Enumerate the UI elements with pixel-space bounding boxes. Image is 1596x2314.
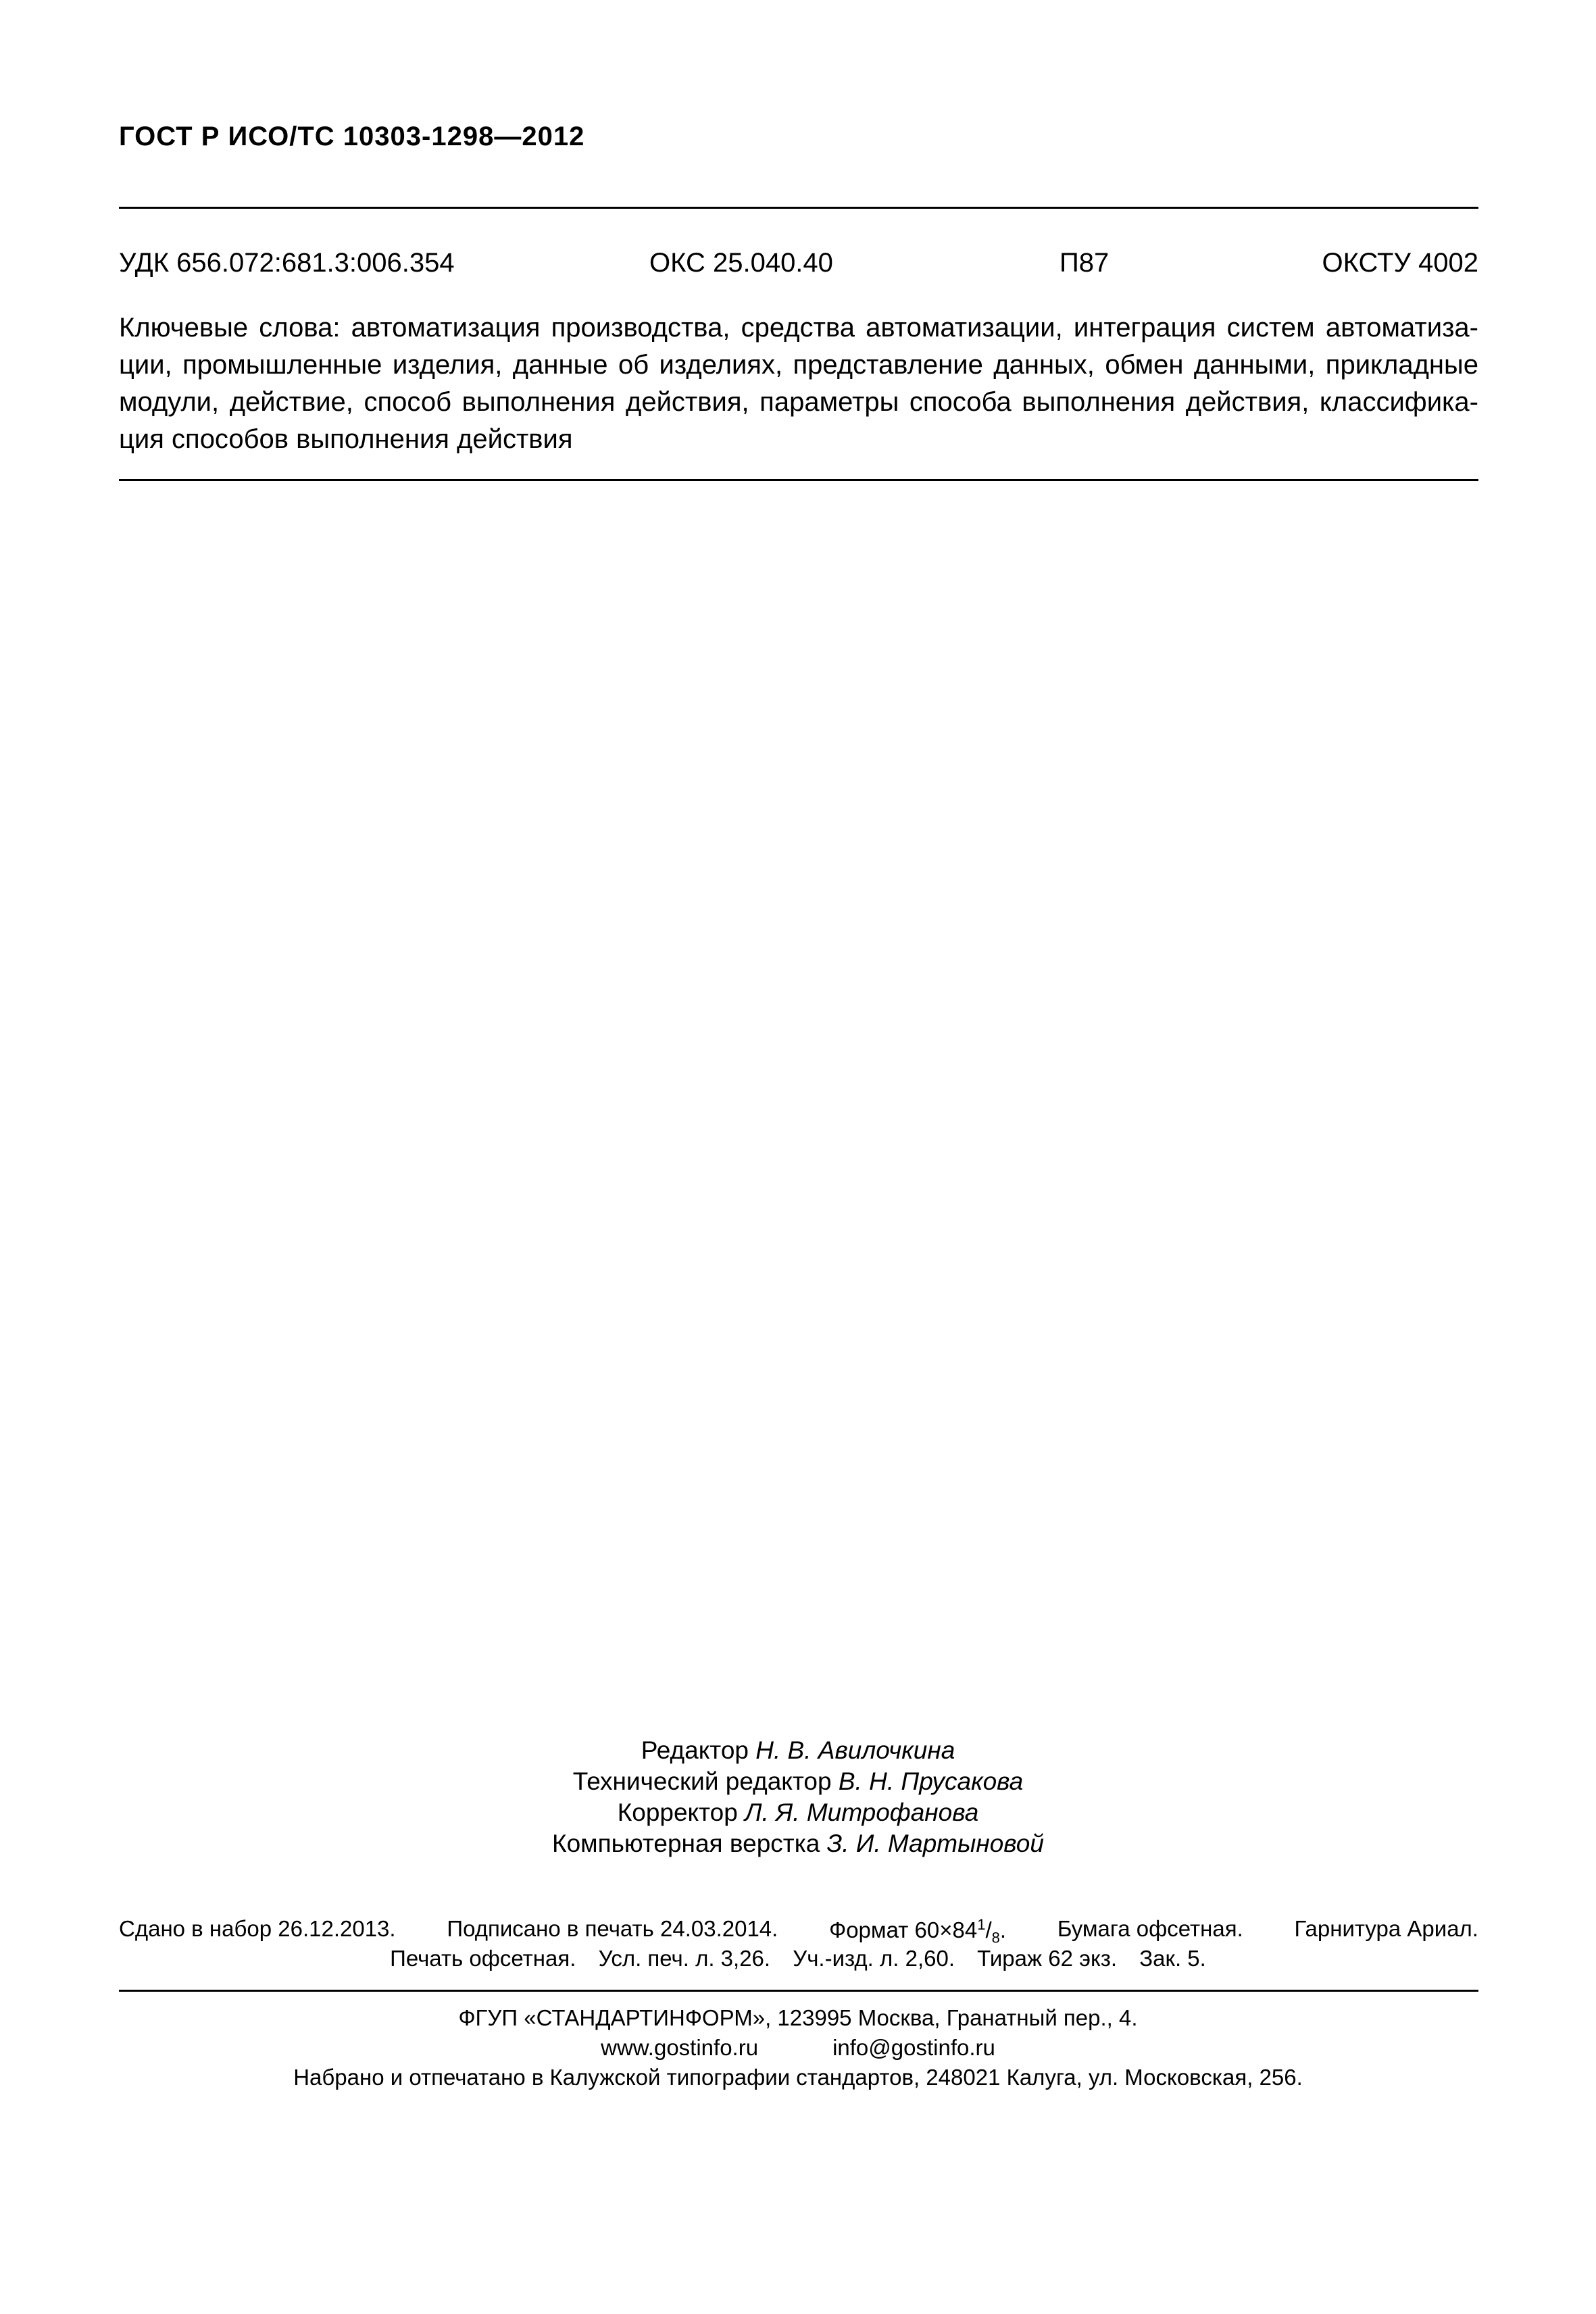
publisher-address: ФГУП «СТАНДАРТИНФОРМ», 123995 Москва, Гранатный пер., 4. <box>458 2005 1138 2030</box>
top-divider <box>119 207 1478 209</box>
publisher-website[interactable]: www.gostinfo.ru <box>601 2035 759 2060</box>
publisher-email[interactable]: info@gostinfo.ru <box>832 2035 995 2060</box>
imprint-line-2 <box>0 1946 1596 1971</box>
imprint-run: Тираж 62 экз. <box>977 1946 1118 1971</box>
imprint-paper: Бумага офсетная. <box>1057 1916 1243 1941</box>
credit-layout-role: Компьютерная верстка <box>552 1830 820 1857</box>
imprint-submitted: Сдано в набор 26.12.2013. <box>119 1916 396 1941</box>
credit-corrector-name: Л. Я. Митрофанова <box>745 1799 979 1826</box>
credit-corrector <box>0 1797 1596 1828</box>
publisher-contacts <box>0 2035 1596 2061</box>
okstu-code: ОКСТУ 4002 <box>1322 248 1478 278</box>
imprint-typeface: Гарнитура Ариал. <box>1294 1916 1478 1941</box>
imprint-format: Формат $60\times 84^1/_8$. <box>829 1916 1007 1946</box>
udk-code: УДК 656.072:681.3:006.354 <box>119 248 455 278</box>
p-code: П87 <box>1059 248 1109 278</box>
credit-editor-role: Редактор <box>641 1736 749 1764</box>
keywords-paragraph: Ключевые слова: автоматизация производства, средства автоматизации, интеграция систем автоматизации, промышленные изделия, данные об изделиях, представление данных, обмен данными, прикладные модули, действие, способ выполнения действия, параметры способа выполнения действия, классификация способов выполнения действия <box>119 313 1478 454</box>
keywords-divider <box>119 479 1478 481</box>
credit-editor-name: Н. В. Авилочкина <box>755 1736 955 1764</box>
credit-corrector-role: Корректор <box>617 1799 738 1826</box>
imprint-signed: Подписано в печать 24.03.2014. <box>447 1916 778 1941</box>
imprint-divider <box>119 1990 1478 1992</box>
credit-tech-editor-role: Технический редактор <box>572 1767 832 1795</box>
credit-tech-editor-name: В. Н. Прусакова <box>838 1767 1024 1795</box>
standard-code: ГОСТ Р ИСО/ТС 10303-1298—2012 <box>119 122 585 151</box>
imprint-pub-sheets: Уч.-изд. л. 2,60. <box>793 1946 955 1971</box>
oks-code: ОКС 25.040.40 <box>649 248 833 278</box>
credit-editor <box>0 1735 1596 1766</box>
credit-tech-editor <box>0 1766 1596 1797</box>
credit-layout-name: З. И. Мартыновой <box>826 1830 1044 1857</box>
imprint-print: Печать офсетная. <box>390 1946 576 1971</box>
imprint-order: Зак. 5. <box>1139 1946 1206 1971</box>
credit-layout <box>0 1828 1596 1859</box>
imprint-print-sheets: Усл. печ. л. 3,26. <box>598 1946 771 1971</box>
imprint-line-1 <box>119 1916 1478 1947</box>
publisher-printed: Набрано и отпечатано в Калужской типографии стандартов, 248021 Калуга, ул. Московская, 256. <box>293 2065 1303 2090</box>
classification-row <box>119 248 1478 284</box>
